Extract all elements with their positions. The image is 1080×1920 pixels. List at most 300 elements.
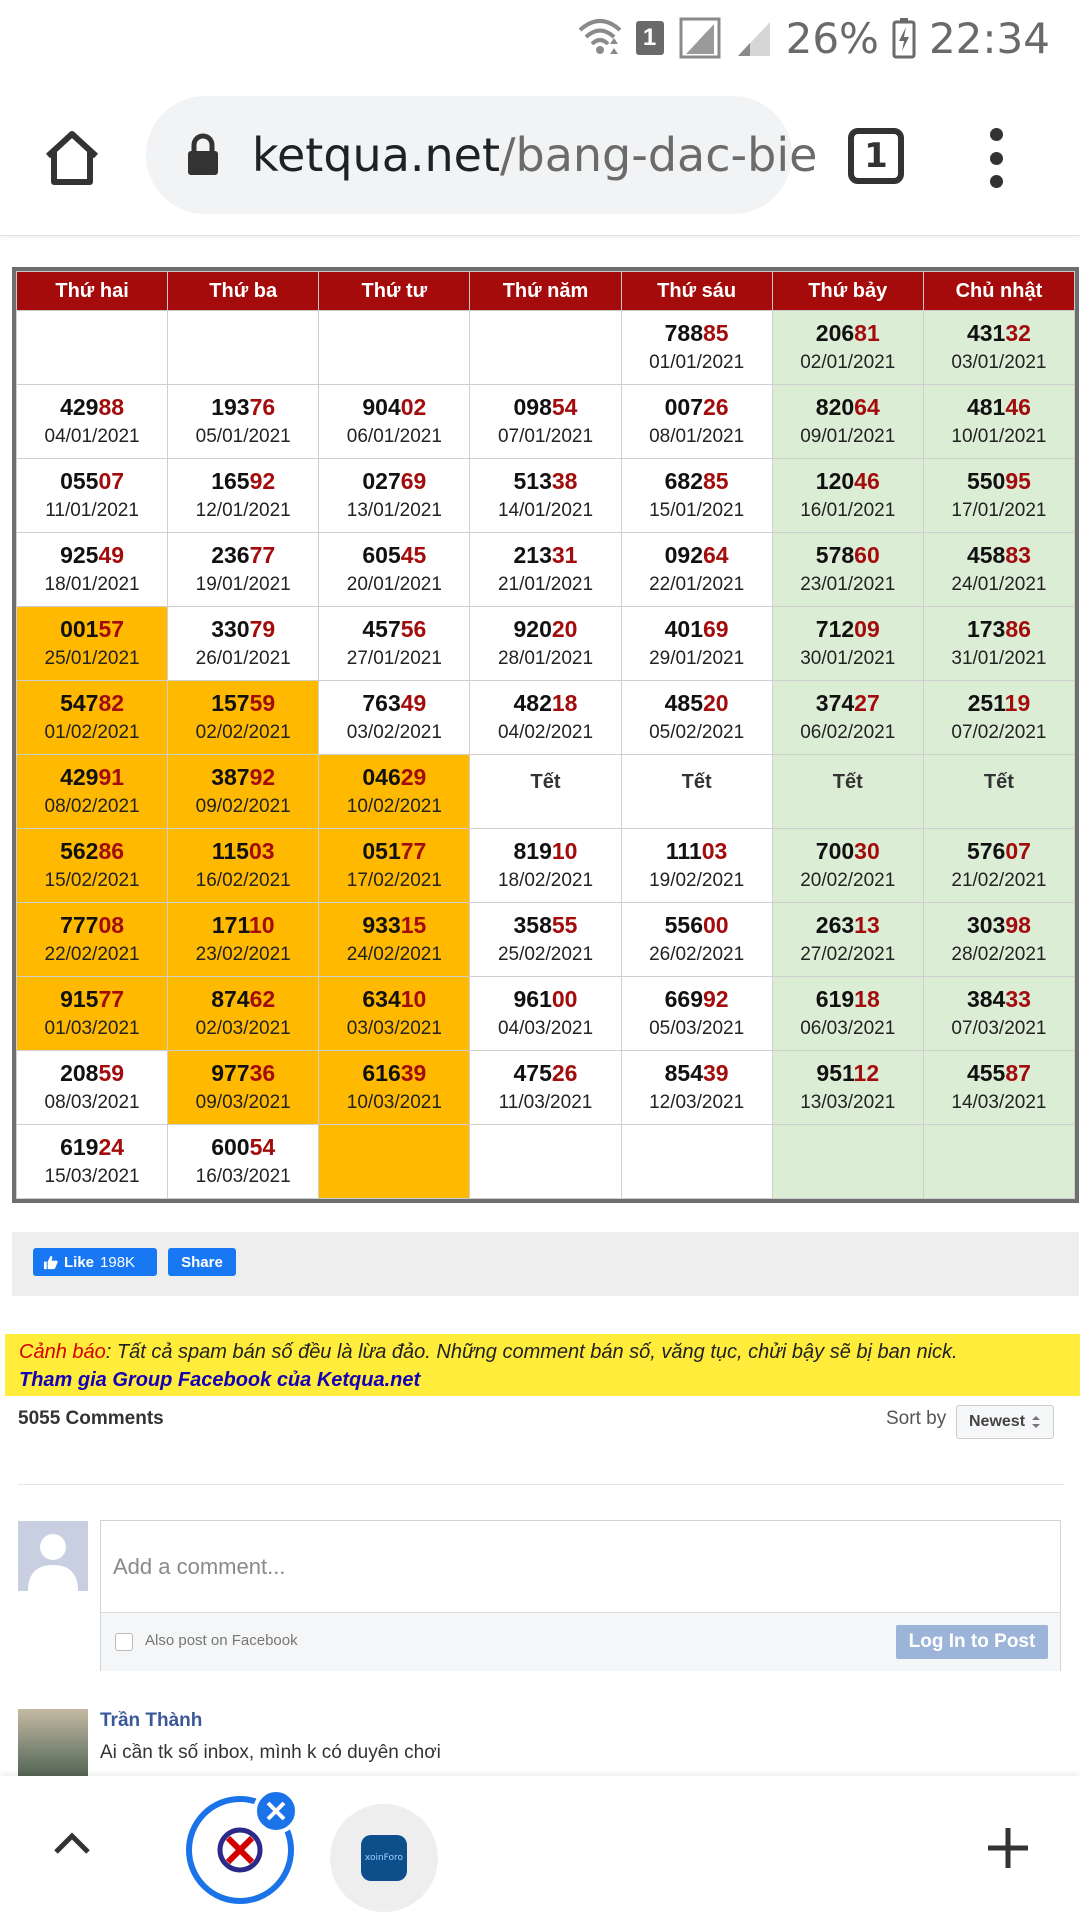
- result-number-tail: 54: [551, 393, 578, 420]
- results-table: [16, 271, 1075, 1199]
- result-number-head: 429: [60, 393, 99, 420]
- result-number-tail: 59: [98, 1059, 125, 1086]
- result-cell: [772, 385, 923, 459]
- result-date: 16/01/2021: [800, 499, 896, 521]
- result-date: 28/02/2021: [951, 943, 1047, 965]
- result-cell: [17, 977, 168, 1051]
- column-header: Thứ hai: [17, 272, 168, 311]
- result-number-tail: 82: [98, 689, 125, 716]
- result-number: [168, 985, 318, 1013]
- result-number-head: 384: [966, 985, 1006, 1012]
- column-header: Thứ năm: [470, 272, 621, 311]
- result-date: 05/01/2021: [195, 425, 291, 447]
- result-number-head: 819: [513, 837, 552, 864]
- column-header: Thứ ba: [168, 272, 319, 311]
- url-text[interactable]: [252, 128, 818, 182]
- result-number-tail: 83: [1005, 541, 1031, 568]
- result-cell: [319, 459, 470, 533]
- result-cell: [772, 977, 923, 1051]
- result-date: 09/03/2021: [195, 1091, 291, 1113]
- result-number: [924, 541, 1074, 569]
- result-date: 26/02/2021: [649, 943, 745, 965]
- result-number: [773, 689, 923, 717]
- result-number: [168, 837, 318, 865]
- result-number: [924, 985, 1074, 1013]
- result-number-head: 600: [211, 1133, 250, 1160]
- wifi-icon: [578, 18, 622, 58]
- social-bar: [12, 1232, 1079, 1296]
- browser-toolbar: [0, 76, 1080, 236]
- more-vert-icon[interactable]: [984, 128, 1008, 188]
- sort-select[interactable]: [956, 1405, 1054, 1439]
- result-cell: [923, 459, 1074, 533]
- result-date: 08/03/2021: [44, 1091, 140, 1113]
- table-row: [17, 533, 1075, 607]
- result-cell: [621, 829, 772, 903]
- result-number-tail: 10: [551, 837, 578, 864]
- result-number-tail: 81: [854, 319, 880, 346]
- result-number-tail: 29: [400, 763, 427, 790]
- result-number-tail: 18: [854, 985, 880, 1012]
- result-number-head: 429: [60, 763, 99, 790]
- result-number-tail: 95: [1005, 467, 1031, 494]
- result-date: 01/01/2021: [649, 351, 745, 373]
- result-number-tail: 91: [98, 763, 125, 790]
- result-number-tail: 38: [551, 467, 578, 494]
- facebook-group-link[interactable]: Tham gia Group Facebook của Ketqua.net: [19, 1369, 421, 1391]
- thumbs-up-icon: [43, 1255, 58, 1270]
- result-number: [470, 541, 620, 569]
- result-date: 18/02/2021: [497, 869, 594, 891]
- plus-icon[interactable]: [986, 1826, 1030, 1870]
- warning-text: : Tất cả spam bán số đều là lừa đảo. Những comment bán số, văng tục, chửi bậy sẽ bị ban nick.: [105, 1341, 958, 1363]
- result-number: [773, 393, 923, 421]
- table-row: [17, 681, 1075, 755]
- result-number-tail: 86: [98, 837, 125, 864]
- result-number: [168, 689, 318, 717]
- result-date: 24/01/2021: [951, 573, 1047, 595]
- result-date: 21/02/2021: [951, 869, 1047, 891]
- result-number: [622, 393, 772, 421]
- result-cell: [168, 755, 319, 829]
- default-avatar-icon: [18, 1521, 88, 1591]
- result-number-head: 007: [664, 393, 704, 420]
- result-number: [17, 1059, 167, 1087]
- result-number-tail: 76: [249, 393, 276, 420]
- result-date: 22/02/2021: [44, 943, 140, 965]
- also-post-checkbox[interactable]: [115, 1633, 133, 1651]
- result-cell: [923, 977, 1074, 1051]
- result-number-head: 513: [513, 467, 552, 494]
- result-number: [470, 615, 620, 643]
- result-cell: [168, 1125, 319, 1199]
- result-cell: [772, 459, 923, 533]
- comment-input[interactable]: [101, 1521, 1060, 1612]
- facebook-share-button[interactable]: Share: [168, 1248, 236, 1276]
- log-in-to-post-button[interactable]: Log In to Post: [896, 1625, 1048, 1659]
- result-number: [622, 837, 772, 865]
- result-number-head: 120: [815, 467, 855, 494]
- result-number: [17, 541, 167, 569]
- result-number-tail: 46: [854, 467, 880, 494]
- result-number-head: 712: [815, 615, 855, 642]
- result-number-tail: 13: [854, 911, 880, 938]
- result-cell: [168, 829, 319, 903]
- results-table-container: [12, 267, 1079, 1203]
- result-number-tail: 20: [703, 689, 729, 716]
- result-number: [773, 615, 923, 643]
- result-number: [470, 1059, 620, 1087]
- result-number: [470, 911, 620, 939]
- result-date: 04/01/2021: [44, 425, 140, 447]
- result-number-head: 951: [816, 1059, 854, 1086]
- divider: [18, 1484, 1064, 1485]
- result-number: [17, 911, 167, 939]
- close-tab-button[interactable]: [253, 1788, 299, 1834]
- result-number-head: 051: [362, 837, 401, 864]
- result-date: 02/02/2021: [195, 721, 291, 743]
- table-row: [17, 977, 1075, 1051]
- result-number-tail: 12: [853, 1059, 880, 1086]
- result-date: 20/01/2021: [346, 573, 442, 595]
- result-number-head: 485: [664, 689, 704, 716]
- result-cell: [772, 533, 923, 607]
- result-cell: [168, 681, 319, 755]
- result-cell: [621, 903, 772, 977]
- result-number: [924, 1059, 1074, 1087]
- result-cell: [772, 829, 923, 903]
- result-number-head: 111: [665, 837, 702, 864]
- warning-label: Cảnh báo: [19, 1341, 106, 1363]
- result-number-head: 263: [815, 911, 855, 938]
- result-date: 09/01/2021: [800, 425, 896, 447]
- result-cell: [923, 533, 1074, 607]
- comment-author[interactable]: Trần Thành: [100, 1710, 203, 1731]
- sim-badge-icon: [636, 21, 664, 55]
- result-number-head: 046: [362, 763, 401, 790]
- url-bar[interactable]: [146, 96, 818, 214]
- result-number: [924, 393, 1074, 421]
- result-date: 03/03/2021: [346, 1017, 442, 1039]
- result-number: [168, 541, 318, 569]
- result-number-tail: 00: [703, 911, 729, 938]
- result-number-head: 457: [362, 615, 401, 642]
- result-number: [168, 467, 318, 495]
- facebook-like-button[interactable]: [33, 1248, 157, 1276]
- result-number-head: 206: [815, 319, 855, 346]
- url-path: /bang-dac-bie: [500, 128, 818, 182]
- sim-badge-number: 1: [642, 24, 657, 51]
- result-cell: [319, 533, 470, 607]
- result-date: 03/01/2021: [951, 351, 1047, 373]
- result-number-tail: 20: [551, 615, 578, 642]
- result-cell: [772, 311, 923, 385]
- result-cell: [319, 607, 470, 681]
- result-number: [470, 393, 620, 421]
- result-number-head: 977: [211, 1059, 250, 1086]
- result-cell: [470, 1125, 621, 1199]
- tab-xenforo[interactable]: [330, 1804, 438, 1912]
- result-number: [773, 467, 923, 495]
- result-cell: [772, 607, 923, 681]
- result-number-tail: 45: [400, 541, 427, 568]
- battery-percent: 26%: [785, 13, 879, 63]
- result-number-head: 820: [815, 393, 855, 420]
- result-number-head: 213: [513, 541, 552, 568]
- result-number-head: 401: [664, 615, 704, 642]
- result-number-tail: 87: [1005, 1059, 1031, 1086]
- result-number-head: 157: [211, 689, 250, 716]
- result-number-head: 925: [60, 541, 99, 568]
- result-date: 26/01/2021: [195, 647, 291, 669]
- result-cell: [168, 311, 319, 385]
- result-number: [168, 1133, 318, 1161]
- tet-holiday-label: Tết: [530, 771, 561, 793]
- result-cell: [470, 755, 621, 829]
- table-header-row: [17, 272, 1075, 311]
- result-number: [924, 615, 1074, 643]
- result-cell: [621, 607, 772, 681]
- result-number-tail: 98: [1005, 911, 1031, 938]
- result-date: 06/02/2021: [800, 721, 896, 743]
- result-number-head: 027: [362, 467, 401, 494]
- result-number-head: 165: [211, 467, 250, 494]
- result-number-head: 358: [513, 911, 552, 938]
- comment-composer: [100, 1520, 1061, 1671]
- result-number-head: 251: [967, 689, 1005, 716]
- column-header: Thứ sáu: [621, 272, 772, 311]
- result-date: 11/01/2021: [45, 499, 139, 521]
- result-number-head: 330: [211, 615, 250, 642]
- result-cell: [319, 681, 470, 755]
- result-number-head: 481: [966, 393, 1006, 420]
- result-number-tail: 03: [248, 837, 275, 864]
- result-number-tail: 39: [400, 1059, 427, 1086]
- result-number-head: 854: [664, 1059, 704, 1086]
- result-date: 01/02/2021: [44, 721, 140, 743]
- result-number-head: 458: [966, 541, 1006, 568]
- result-number: [319, 837, 469, 865]
- result-number: [924, 837, 1074, 865]
- result-number: [924, 689, 1074, 717]
- result-number-head: 562: [60, 837, 99, 864]
- result-date: 29/01/2021: [649, 647, 745, 669]
- close-icon: [265, 1800, 287, 1822]
- result-date: 22/01/2021: [649, 573, 745, 595]
- result-date: 20/02/2021: [800, 869, 896, 891]
- result-cell: [17, 311, 168, 385]
- result-number-tail: 92: [249, 763, 276, 790]
- result-number: [622, 689, 772, 717]
- result-number-tail: 64: [854, 393, 880, 420]
- home-icon: [40, 126, 104, 190]
- result-date: 10/02/2021: [346, 795, 442, 817]
- table-row: [17, 829, 1075, 903]
- result-number-head: 920: [513, 615, 552, 642]
- result-date: 01/03/2021: [44, 1017, 140, 1039]
- result-number-head: 915: [60, 985, 99, 1012]
- result-number: [773, 541, 923, 569]
- result-number: [319, 1059, 469, 1087]
- result-date: 10/03/2021: [346, 1091, 442, 1113]
- chevron-up-icon[interactable]: [52, 1828, 92, 1858]
- battery-charging-icon: [893, 18, 915, 58]
- result-cell: [168, 903, 319, 977]
- result-number: [168, 1059, 318, 1087]
- result-cell: [17, 459, 168, 533]
- tabs-icon: 1: [864, 136, 888, 176]
- result-cell: [923, 681, 1074, 755]
- result-cell: [470, 977, 621, 1051]
- result-cell: [470, 681, 621, 755]
- result-number-head: 578: [815, 541, 855, 568]
- result-number: [924, 467, 1074, 495]
- result-cell: [17, 829, 168, 903]
- result-cell: [772, 1125, 923, 1199]
- result-date: 14/03/2021: [951, 1091, 1047, 1113]
- signal-icon: [678, 16, 722, 60]
- result-number-tail: 00: [551, 985, 578, 1012]
- result-cell: [17, 755, 168, 829]
- table-row: [17, 1051, 1075, 1125]
- table-row: [17, 311, 1075, 385]
- result-cell: [319, 977, 470, 1051]
- result-date: 07/02/2021: [951, 721, 1047, 743]
- result-number-tail: 02: [400, 393, 427, 420]
- result-date: 23/02/2021: [195, 943, 291, 965]
- result-number: [622, 911, 772, 939]
- result-cell: [621, 1125, 772, 1199]
- result-number-head: 616: [362, 1059, 401, 1086]
- result-number-tail: 15: [400, 911, 427, 938]
- result-number-head: 961: [513, 985, 552, 1012]
- result-date: 30/01/2021: [800, 647, 896, 669]
- result-cell: [319, 903, 470, 977]
- result-cell: [17, 1051, 168, 1125]
- result-number-head: 576: [966, 837, 1006, 864]
- status-bar: [0, 0, 1080, 76]
- result-number-tail: 86: [1005, 615, 1031, 642]
- tabs-button[interactable]: [848, 128, 904, 184]
- result-cell: [168, 385, 319, 459]
- tet-holiday-label: Tết: [681, 771, 712, 793]
- result-number-tail: 92: [249, 467, 276, 494]
- result-cell: [319, 311, 470, 385]
- result-cell: [923, 1125, 1074, 1199]
- like-count: 198K: [100, 1253, 136, 1271]
- home-button[interactable]: [40, 126, 104, 190]
- result-cell: [168, 977, 319, 1051]
- result-number: [924, 319, 1074, 347]
- result-number: [17, 689, 167, 717]
- result-number-tail: 07: [98, 467, 125, 494]
- result-number-tail: 18: [551, 689, 578, 716]
- result-cell: [17, 681, 168, 755]
- result-cell: [17, 903, 168, 977]
- lock-icon: [186, 133, 220, 177]
- result-number-tail: 77: [249, 541, 276, 568]
- result-date: 28/01/2021: [497, 647, 594, 669]
- result-cell: [319, 385, 470, 459]
- result-number-tail: 85: [703, 319, 729, 346]
- sort-arrows-icon: [1031, 1415, 1041, 1429]
- result-cell: [621, 311, 772, 385]
- result-number: [470, 837, 620, 865]
- result-number: [622, 541, 772, 569]
- result-number-tail: 77: [400, 837, 427, 864]
- result-number-tail: 77: [98, 985, 125, 1012]
- result-number-head: 933: [362, 911, 401, 938]
- url-host: ketqua.net: [252, 128, 500, 182]
- result-number: [470, 467, 620, 495]
- result-cell: [772, 681, 923, 755]
- column-header: Thứ tư: [319, 272, 470, 311]
- result-number: [17, 763, 167, 791]
- result-number: [319, 393, 469, 421]
- result-number: [17, 1133, 167, 1161]
- table-row: [17, 1125, 1075, 1199]
- column-header: Thứ bảy: [772, 272, 923, 311]
- table-row: [17, 607, 1075, 681]
- result-number: [319, 689, 469, 717]
- result-number-head: 374: [815, 689, 855, 716]
- result-number: [773, 911, 923, 939]
- result-date: 05/03/2021: [649, 1017, 745, 1039]
- result-date: 27/02/2021: [800, 943, 896, 965]
- result-date: 25/01/2021: [44, 647, 140, 669]
- result-number-head: 431: [966, 319, 1006, 346]
- result-number-head: 700: [815, 837, 855, 864]
- result-number-tail: 33: [1005, 985, 1031, 1012]
- result-number-head: 682: [664, 467, 704, 494]
- result-number-tail: 31: [551, 541, 578, 568]
- result-number-tail: 64: [703, 541, 729, 568]
- result-date: 07/03/2021: [951, 1017, 1047, 1039]
- result-number-head: 115: [211, 837, 249, 864]
- result-date: 15/02/2021: [44, 869, 140, 891]
- result-number: [17, 393, 167, 421]
- result-date: 02/01/2021: [800, 351, 896, 373]
- result-number: [17, 615, 167, 643]
- commenter-avatar[interactable]: [18, 1709, 88, 1779]
- result-number: [773, 837, 923, 865]
- result-cell: [470, 829, 621, 903]
- result-cell: [621, 459, 772, 533]
- result-cell: [923, 607, 1074, 681]
- result-number-head: 619: [815, 985, 855, 1012]
- composer-footer: [101, 1612, 1060, 1671]
- result-cell: [923, 385, 1074, 459]
- result-number: [470, 689, 620, 717]
- result-cell: [621, 977, 772, 1051]
- result-number: [17, 837, 167, 865]
- result-cell: [621, 533, 772, 607]
- like-label: Like: [64, 1253, 95, 1271]
- column-header: Chủ nhật: [923, 272, 1074, 311]
- result-number-tail: 19: [1004, 689, 1031, 716]
- result-date: 08/01/2021: [649, 425, 745, 447]
- result-date: 23/01/2021: [800, 573, 896, 595]
- result-date: 14/01/2021: [497, 499, 594, 521]
- result-number: [622, 985, 772, 1013]
- table-row: [17, 755, 1075, 829]
- result-date: 08/02/2021: [44, 795, 140, 817]
- result-cell: [470, 311, 621, 385]
- result-number: [168, 763, 318, 791]
- result-date: 02/03/2021: [195, 1017, 291, 1039]
- result-number: [319, 985, 469, 1013]
- result-cell: [17, 607, 168, 681]
